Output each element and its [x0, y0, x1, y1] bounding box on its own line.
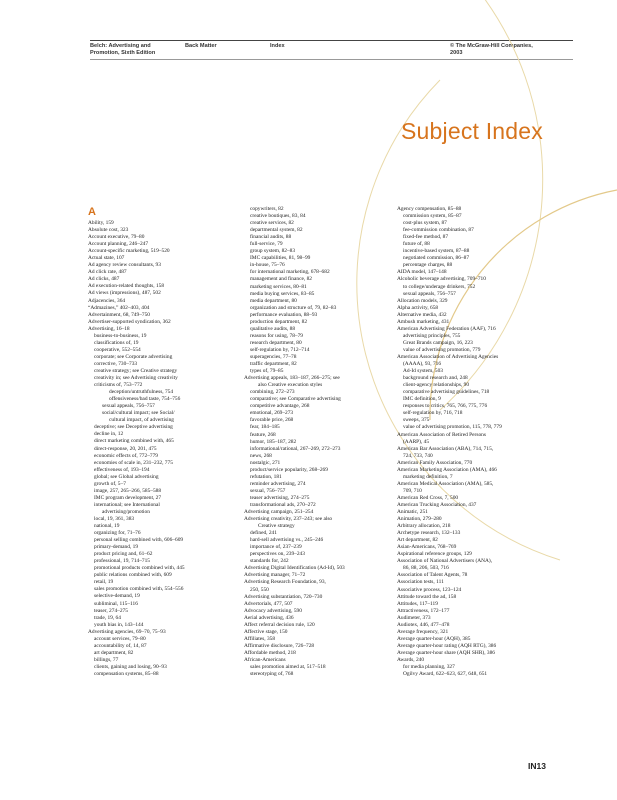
index-entry: copywriters, 82	[250, 206, 284, 212]
index-entry: clients, gaining and losing, 90–93	[94, 663, 167, 670]
index-entry: offensiveness/bad taste, 754–756	[109, 396, 181, 403]
index-entry: 86, 88, 206, 503, 716	[403, 565, 449, 572]
index-entry: fear, 184–185	[250, 424, 280, 431]
index-entry: creative services, 82	[250, 220, 294, 227]
index-entry: Ad clicks, 487	[88, 276, 120, 283]
index-entry: for international marketing, 678–682	[250, 269, 330, 276]
book-title: Belch: Advertising and Promotion, Sixth Edition	[90, 43, 156, 56]
index-column-3	[397, 206, 567, 678]
index-entry: stereotyping of, 768	[250, 671, 294, 678]
index-entry: Asian-Americans, 768–769	[397, 544, 457, 551]
index-entry: Advertainment, 68, 749–750	[88, 311, 150, 318]
index-entry: reminder advertising, 274	[250, 480, 306, 487]
index-entry: Affirmative disclosure, 726–728	[244, 642, 315, 649]
index-entry: sexual, 756–757	[250, 487, 286, 494]
index-entry: informational/rational, 267–269, 272–273	[250, 445, 341, 452]
index-entry: importance of, 237–239	[250, 544, 302, 551]
index-entry: responses to critics, 765, 766, 775, 776	[403, 403, 488, 410]
index-entry: African-Americans	[244, 657, 286, 663]
index-entry: departmental system, 82	[250, 227, 303, 234]
index-entry: Ad click rate, 487	[88, 269, 127, 276]
index-entry: Advertising manager, 71–72	[244, 572, 306, 579]
index-entry: humor, 185–187, 282	[250, 438, 297, 445]
index-entry: creative strategy; see Creative strategy	[94, 367, 178, 374]
index-entry: comparative; see Comparative advertising	[250, 396, 341, 403]
index-entry: fixed-fee method, 87	[403, 234, 449, 241]
index-entry: Archetype research, 132–133	[397, 530, 461, 537]
index-entry: types of, 79–85	[250, 368, 284, 375]
index-entry: teaser, 274–275	[94, 607, 128, 614]
index-entry: account services, 79–80	[94, 635, 146, 642]
index-entry: American Association of Advertising Agencies	[397, 353, 499, 360]
index-entry: Arbitrary allocation, 218	[397, 523, 451, 530]
index-entry: teaser advertising, 274–275	[250, 494, 310, 501]
index-entry: international; see International	[94, 501, 160, 508]
index-entry: transformational ads, 270–272	[250, 501, 316, 508]
index-entry: personal selling combined with, 606–609	[94, 537, 184, 544]
index-entry: Alcoholic beverage advertising, 709–710	[397, 276, 486, 283]
index-entry: value of advertising promotion, 115, 778, 779	[403, 424, 502, 431]
index-entry: compensation systems, 85–88	[94, 671, 159, 677]
index-entry: direct-response, 20, 201, 475	[94, 445, 157, 452]
index-entry: Animation, 279–280	[397, 516, 442, 523]
index-entry: Advertising Research Foundation, 93,	[244, 579, 326, 586]
index-entry: Agency compensation, 85–88	[397, 206, 462, 212]
index-entry: American Advertising Federation (AAF), 716	[397, 325, 496, 332]
index-entry: Average quarter-hour (AQH), 385	[397, 635, 471, 642]
index-entry: competitive advantage, 268	[250, 403, 310, 410]
index-entry: accountability of, 14, 87	[94, 642, 147, 649]
index-entry: 709, 710	[403, 487, 422, 494]
index-entry: standards for, 242	[250, 558, 289, 565]
index-entry: global; see Global advertising	[94, 473, 159, 480]
index-entry: incentive-based system, 87–88	[403, 248, 470, 255]
index-entry: youth bias in, 143–144	[94, 621, 144, 628]
index-entry: group system, 82–83	[250, 248, 296, 255]
index-entry: Advertising agencies, 69–70, 75–93	[88, 628, 166, 635]
index-entry: also Creative execution styles	[258, 382, 323, 389]
index-entry: American Bar Association (ABA), 714, 715,	[397, 445, 494, 452]
section-name: Back Matter	[185, 43, 217, 49]
index-entry: American Medical Association (AMA), 585,	[397, 480, 494, 487]
index-entry: financial audits, 88	[250, 234, 292, 241]
index-entry: production department, 82	[250, 318, 308, 325]
index-entry: Art department, 82	[397, 537, 438, 544]
index-entry: product pricing and, 61–62	[94, 551, 153, 558]
index-entry: Aerial advertising, 436	[244, 614, 294, 621]
index-entry: economic effects of, 772–779	[94, 452, 158, 459]
index-entry: Awards, 240	[397, 657, 425, 663]
index-entry: full-service, 79	[250, 241, 283, 248]
index-entry: (AARP), 45	[403, 438, 430, 445]
index-entry: Alternative media, 432	[397, 311, 447, 318]
index-entry: negotiated commission, 86–87	[403, 255, 470, 262]
index-entry: Audimeter, 373	[397, 614, 431, 621]
index-entry: defined, 241	[250, 530, 277, 537]
index-entry: organization and structure of, 79, 82–83	[250, 304, 337, 311]
index-column-1	[88, 206, 238, 678]
index-entry: favorable price, 268	[250, 417, 294, 424]
index-entry: management and finance, 82	[250, 276, 312, 283]
index-entry: for media planning, 327	[403, 664, 455, 671]
index-entry: advertising principles, 755	[403, 332, 461, 339]
index-entry: Attitude toward the ad, 158	[397, 593, 457, 600]
index-entry: commission system, 85–87	[403, 213, 462, 220]
index-entry: Creative strategy	[258, 523, 295, 530]
index-entry: cooperative, 552–554	[94, 346, 141, 353]
index-entry: sweeps, 375	[403, 417, 430, 424]
index-entry: AIDA model, 147–148	[397, 269, 447, 276]
index-entry: Advertising appeals, 183–187, 266–275; see	[244, 375, 340, 382]
index-entry: criticisms of, 753–772	[94, 382, 143, 389]
index-entry: subliminal, 115–116	[94, 600, 138, 607]
index-entry: art department, 82	[94, 649, 134, 656]
index-entry: fee-commission combination, 87	[403, 227, 474, 234]
index-entry: Ad views (impressions), 487, 502	[88, 290, 161, 297]
index-entry: performance evaluation, 88–93	[250, 311, 318, 318]
index-entry: Aspirational reference groups, 129	[397, 551, 472, 558]
index-entry: research department, 80	[250, 339, 302, 346]
index-entry: 250, 550	[250, 586, 269, 593]
index-entries-1	[88, 220, 238, 678]
part-name: Index	[270, 43, 285, 49]
index-entry: traffic department, 82	[250, 361, 297, 368]
index-entry: refutation, 181	[250, 473, 282, 480]
index-entry: background research and, 248	[403, 375, 468, 382]
index-entry: hard-sell advertising vs., 245–246	[250, 537, 324, 544]
index-entry: Advertising substantiation, 720–730	[244, 593, 323, 600]
index-entry: feature, 268	[250, 431, 276, 438]
index-entry: Account-specific marketing, 519–520	[88, 248, 170, 255]
index-entry: national, 19	[94, 523, 120, 530]
index-entry: Advertising, 16–18	[88, 325, 130, 332]
index-entry: in-house, 75–76	[250, 262, 285, 269]
index-entry: sexual appeals, 756–757	[403, 290, 456, 297]
index-entry: Average frequency, 321	[397, 628, 449, 635]
index-entry: social/cultural impact; see Social/	[102, 410, 175, 417]
index-entry: superagencies, 77–78	[250, 353, 297, 360]
index-entry: Association of Talent Agents, 78	[397, 572, 468, 579]
index-entry: (AAAA), 93, 716	[403, 361, 442, 368]
index-entry: percentage charges, 88	[403, 262, 453, 269]
index-entry: Adjacencies, 364	[88, 297, 126, 304]
index-entry: Association tests, 111	[397, 579, 444, 586]
index-entry: direct marketing combined with, 465	[94, 438, 174, 445]
index-entry: professional, 19, 714–715	[94, 558, 150, 565]
index-entry: self-regulation by, 712–714	[250, 346, 310, 353]
index-entry: American Marketing Association (AMA), 466	[397, 466, 497, 473]
index-entry: Advertiser-supported syndication, 362	[88, 318, 171, 325]
index-entry: qualitative audits, 88	[250, 325, 296, 332]
index-entry: classifications of, 19	[94, 339, 139, 346]
index-entry: Affordable method, 218	[244, 649, 296, 656]
index-column-2	[244, 206, 394, 678]
index-entry: Average quarter-hour rating (AQH RTG), 386	[397, 642, 497, 649]
index-entry: American Family Association, 770	[397, 459, 473, 466]
index-entry: economies of scale in, 231–232, 775	[94, 459, 173, 466]
page-title: Subject Index	[401, 118, 543, 144]
index-entry: media department, 80	[250, 297, 297, 304]
index-entry: Advertising creativity, 237–243; see also	[244, 516, 333, 523]
page-number: IN13	[528, 761, 546, 771]
index-entry: IMC capabilities, 81, 98–99	[250, 255, 311, 262]
index-entry: Advertising Digital Identification (Ad-Id), 503	[244, 565, 345, 572]
index-entry: Animatic, 251	[397, 509, 428, 516]
index-entry: retail, 19	[94, 579, 114, 586]
index-entry: local, 19, 361, 383	[94, 515, 135, 522]
index-entry: decline in, 12	[94, 431, 124, 438]
index-entry: marketing definition, 7	[403, 473, 453, 480]
running-header	[90, 40, 573, 60]
index-entry: Advertorials, 477, 507	[244, 600, 293, 607]
index-entry: Allocation models, 329	[397, 297, 448, 304]
index-entry: Affect referral decision rule, 120	[244, 621, 315, 628]
index-entry: Account executive, 79–80	[88, 234, 145, 241]
index-entry: public relations combined with, 609	[94, 572, 172, 579]
index-entry: IMC definition, 9	[403, 396, 441, 403]
index-entry: marketing services, 80–81	[250, 283, 307, 290]
index-entry: selective-demand, 19	[94, 593, 140, 600]
index-entry: news, 268	[250, 452, 272, 459]
index-entry: nostalgic, 271	[250, 459, 281, 466]
index-entry: to college/underage drinkers, 752	[403, 283, 476, 290]
index-entry: Advocacy advertising, 590	[244, 607, 302, 614]
index-entry: Ad execution-related thoughts, 158	[88, 283, 165, 290]
index-entry: future of, 88	[403, 241, 430, 248]
section-letter: A	[88, 206, 96, 218]
index-entry: product/service popularity, 268–269	[250, 466, 328, 473]
index-entry: American Trucking Association, 437	[397, 501, 477, 508]
index-entry: creative boutiques, 83, 84	[250, 213, 306, 220]
index-entry: self-regulation by, 716, 718	[403, 410, 463, 417]
index-entry: advertising/promotion	[102, 508, 150, 515]
index-entry: sales promotion combined with, 554–556	[94, 586, 184, 593]
index-entry: effectiveness of, 193–194	[94, 466, 150, 473]
index-entry: value of advertising promotion, 779	[403, 346, 481, 353]
index-entry: Association of National Advertisers (ANA),	[397, 558, 493, 565]
index-entry: client-agency relationships, 90	[403, 382, 470, 389]
index-entry: Actual state, 107	[88, 255, 125, 262]
index-entry: deception/untruthfulness, 754	[109, 389, 174, 396]
index-entry: billings, 77	[94, 656, 119, 663]
index-entry: Affective stage, 150	[244, 628, 288, 635]
index-entry: cultural impact, of advertising	[109, 417, 174, 424]
index-entry: Great Brands campaign, 16, 223	[403, 339, 473, 346]
index-entry: “Admazines,” 402–403, 404	[88, 304, 150, 311]
index-entry: promotional products combined with, 445	[94, 565, 185, 572]
index-entry: combining, 272–273	[250, 389, 295, 396]
index-entry: reasons for using, 78–79	[250, 332, 304, 339]
index-entry: Affiliates, 358	[244, 635, 276, 642]
index-entry: cost-plus system, 87	[403, 220, 447, 227]
index-entry: 724, 733, 740	[403, 452, 433, 459]
index-entry: Ogilvy Award, 622–623, 627, 648, 651	[403, 671, 488, 678]
index-entry: American Red Cross, 7, 500	[397, 494, 459, 501]
index-entry: Alpha activity, 658	[397, 304, 439, 311]
index-entry: emotional, 269–273	[250, 410, 294, 417]
copyright: © The McGraw-Hill Companies, 2003	[450, 43, 533, 56]
index-entry: primary-demand, 19	[94, 544, 139, 551]
index-entry: corporate; see Corporate advertising	[94, 353, 173, 360]
index-entry: corrective, 730–733	[94, 360, 138, 367]
index-entry: American Association of Retired Persons	[397, 431, 486, 438]
index-entry: Audiotex, 446, 477–478	[397, 621, 450, 628]
index-entry: IMC program development, 27	[94, 494, 162, 501]
index-entry: sales promotion aimed at, 517–518	[250, 664, 326, 671]
index-entry: trade, 19, 64	[94, 614, 121, 621]
index-entry: Absolute cost, 323	[88, 227, 129, 234]
index-entry: Advertising campaign, 251–254	[244, 509, 314, 516]
index-entries-3	[397, 206, 567, 678]
index-entry: sexual appeals, 756–757	[102, 403, 155, 410]
index-entry: Ability, 159	[88, 220, 114, 226]
index-entry: organizing for, 71–76	[94, 530, 141, 537]
index-entry: Ad-Id system, 503	[403, 368, 443, 375]
index-entry: Associative process, 123–124	[397, 586, 462, 593]
index-entry: perspectives on, 239–243	[250, 551, 305, 558]
index-entry: Average quarter-hour share (AQH SHR), 386	[397, 649, 495, 656]
index-entry: Attractiveness, 172–177	[397, 607, 450, 614]
index-entry: deceptive; see Deceptive advertising	[94, 424, 173, 431]
index-entry: Account planning, 246–247	[88, 241, 149, 248]
index-entry: image, 257, 265–266, 585–588	[94, 487, 162, 494]
index-entry: comparative advertising guidelines, 718	[403, 389, 490, 396]
index-entry: Ambush marketing, 431	[397, 318, 450, 325]
index-entry: growth of, 5–7	[94, 480, 126, 487]
index-entry: business-to-business, 19	[94, 332, 147, 339]
index-entry: Attitudes, 117–119	[397, 600, 438, 607]
index-entry: media buying services, 83–85	[250, 290, 315, 297]
index-entry: Ad agency review consultants, 93	[88, 262, 161, 269]
index-entry: creativity in; see Advertising creativity	[94, 375, 178, 382]
index-entries-2	[244, 206, 394, 678]
